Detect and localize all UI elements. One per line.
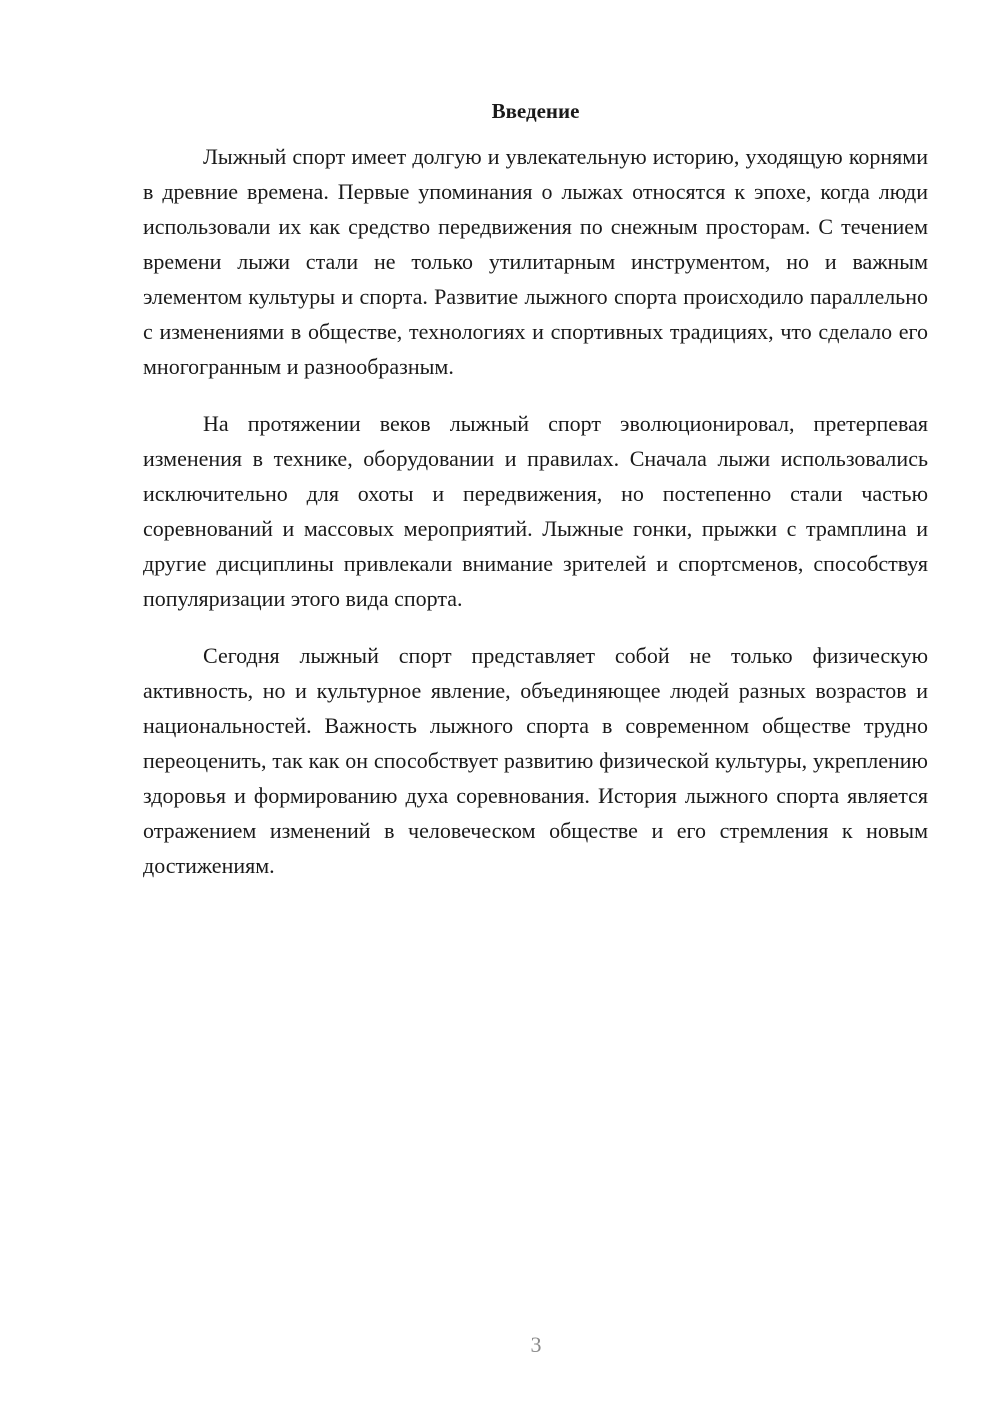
paragraph-1: Лыжный спорт имеет долгую и увлекательную историю, уходящую корнями в древние времена. Первые упоминания о лыжах относятся к эпохе, когда люди использовали их как средство передвижения по снежным просторам. С течением времени лыжи стали не только утилитарным инструментом, но и важным элементом культуры и спорта. Развитие лыжного спорта происходило параллельно с изменениями в обществе, технологиях и спортивных традициях, что сделало его многогранным и разнообразным. [143, 144, 928, 379]
page-number: 3 [530, 1332, 542, 1357]
paragraph-3: Сегодня лыжный спорт представляет собой не только физическую активность, но и культурное явление, объединяющее людей разных возрастов и национальностей. Важность лыжного спорта в современном обществе трудно переоценить, так как он способствует развитию физической культуры, укреплению здоровья и формированию духа соревнования. История лыжного спорта является отражением изменений в человеческом обществе и его стремления к новым достижениям. [143, 643, 928, 878]
section-heading: Введение [491, 99, 580, 123]
paragraph-2: На протяжении веков лыжный спорт эволюционировал, претерпевая изменения в технике, оборудовании и правилах. Сначала лыжи использовались исключительно для охоты и передвижения, но постепенно стали частью соревнований и массовых мероприятий. Лыжные гонки, прыжки с трамплина и другие дисциплины привлекали внимание зрителей и спортсменов, способствуя популяризации этого вида спорта. [143, 411, 928, 611]
page-content [143, 96, 928, 905]
